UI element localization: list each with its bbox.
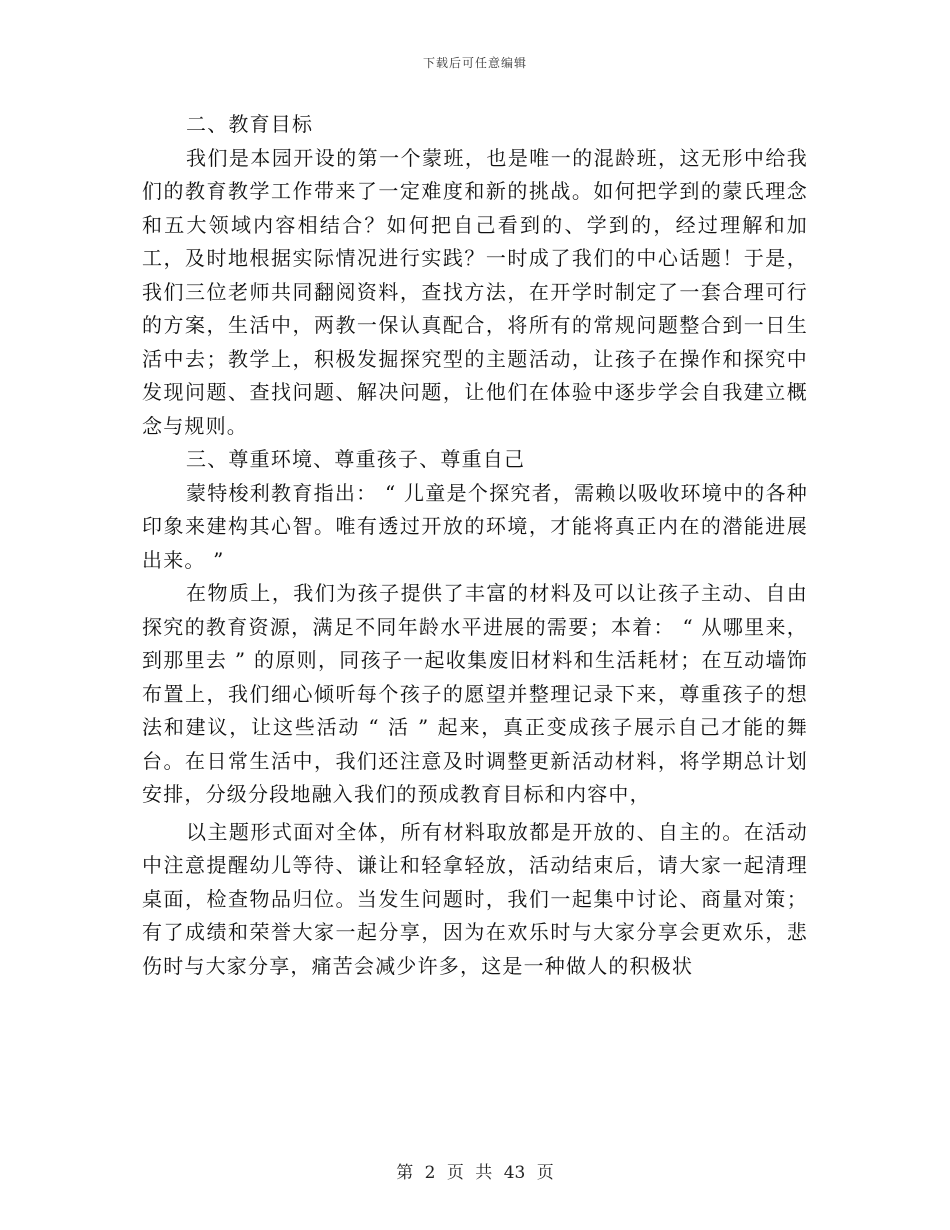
document-body (142, 108, 808, 983)
paragraph-theme-activities: 以主题形式面对全体，所有材料取放都是开放的、自主的。在活动中注意提醒幼儿等待、谦让和轻拿轻放，活动结束后，请大家一起清理桌面，检查物品归位。当发生问题时，我们一起集中讨论、商量对策；有了成绩和荣誉大家一起分享，因为在欢乐时与大家分享会更欢乐，悲伤时与大家分享，痛苦会减少许多，这是一种做人的积极状 (142, 819, 808, 978)
section-heading-respect: 三、尊重环境、尊重孩子、尊重自己 (186, 447, 526, 471)
section-heading-education-goals: 二、教育目标 (186, 112, 314, 136)
page-number: 第 2 页 共 43 页 (396, 1163, 554, 1183)
paragraph-materials: 在物质上，我们为孩子提供了丰富的材料及可以让孩子主动、自由探究的教育资源，满足不同年龄水平进展的需要；本着： “ 从哪里来，到那里去 ” 的原则，同孩子一起收集废旧材料和生活耗材；在互动墙饰布置上，我们细心倾听每个孩子的愿望并整理记录下来，尊重孩子的想法和建议，让这些活动 “ 活 ” 起来，真正变成孩子展示自己才能的舞台。在日常生活中，我们还注意及时调整更新活动材料，将学期总计划安排，分级分段地融入我们的预成教育目标和内容中， (142, 581, 808, 806)
paragraph-montessori-quote: 蒙特梭利教育指出： “ 儿童是个探究者，需赖以吸收环境中的各种印象来建构其心智。唯有透过开放的环境，才能将真正内在的潜能进展出来。 ” (142, 480, 808, 572)
page-header: 下载后可任意编辑 (422, 56, 527, 70)
paragraph-education-goals: 我们是本园开设的第一个蒙班，也是唯一的混龄班，这无形中给我们的教育教学工作带来了一定难度和新的挑战。如何把学到的蒙氏理念和五大领域内容相结合？如何把自己看到的、学到的，经过理解和加工，及时地根据实际情况进行实践？一时成了我们的中心话题！于是，我们三位老师共同翻阅资料，查找方法，在开学时制定了一套合理可行的方案，生活中，两教一保认真配合，将所有的常规问题整合到一日生活中去；教学上，积极发掘探究型的主题活动，让孩子在操作和探究中发现问题、查找问题、解决问题，让他们在体验中逐步学会自我建立概念与规则。 (142, 145, 808, 438)
